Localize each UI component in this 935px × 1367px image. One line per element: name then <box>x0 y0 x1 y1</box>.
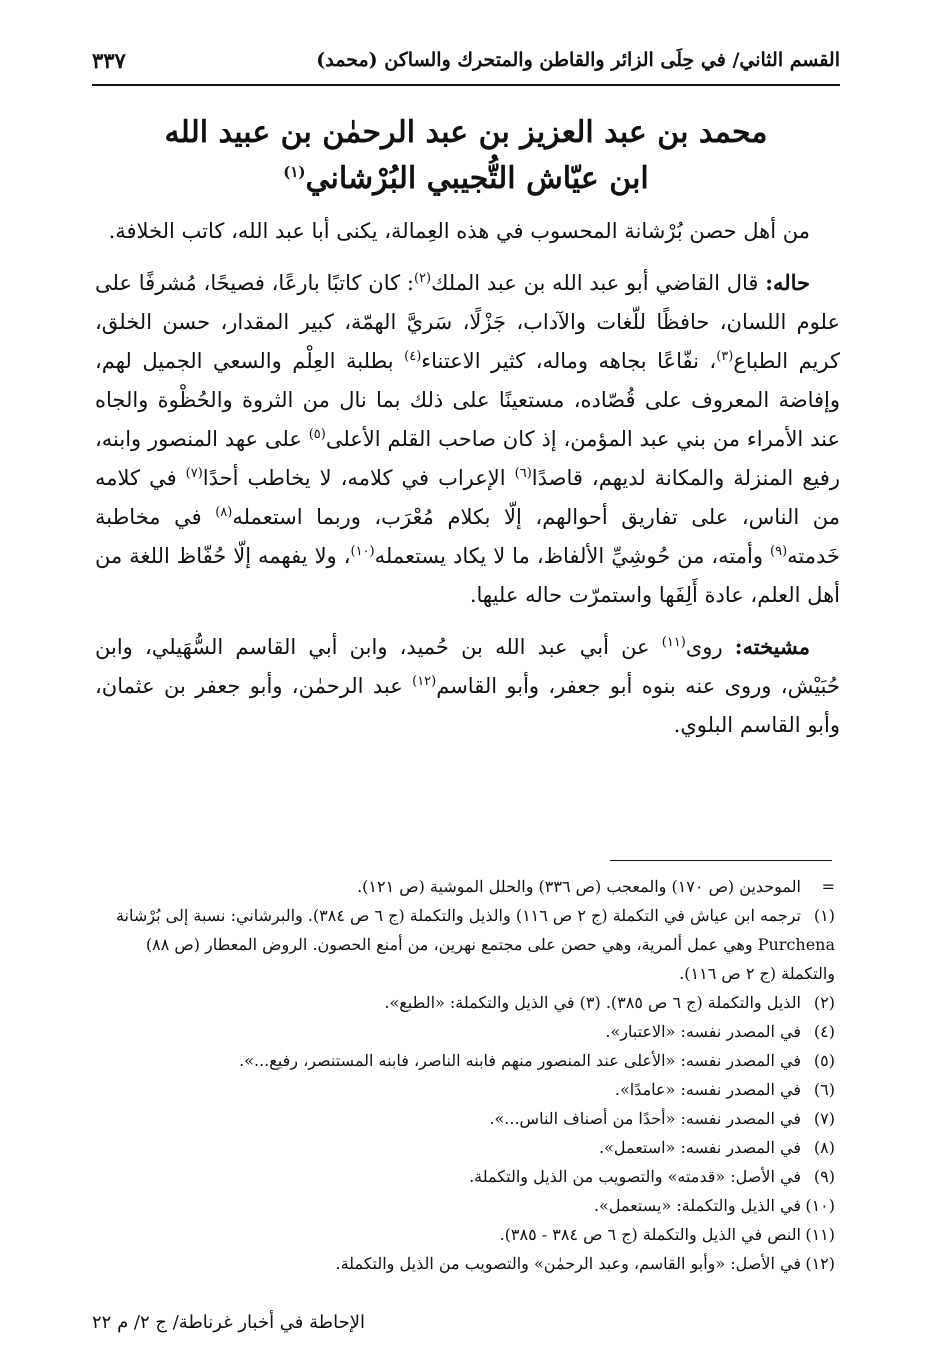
haluh-paragraph <box>95 263 840 615</box>
haluh-text-9: وأمته، من حُوشِيِّ الألفاظ، ما لا يكاد يستعمله <box>374 544 770 568</box>
footnote-ref-5: (٥) <box>308 427 326 442</box>
footnote-ref-7: (٧) <box>185 466 203 481</box>
haluh-text-1: قال القاضي أبو عبد الله بن عبد الملك <box>431 271 766 295</box>
footnote-text: النص في الذيل والتكملة (ج ٦ ص ٣٨٤ - ٣٨٥). <box>499 1225 801 1244</box>
footnote-number: (٥) <box>813 1051 835 1070</box>
haluh-text-6: الإعراب في كلامه، لا يخاطب أحدًا <box>202 466 515 490</box>
footnote-text: ترجمه ابن عياش في التكملة (ج ٢ ص ١١٦) والذيل والتكملة (ج ٦ ص ٣٨٤). والبرشاني: نسبة إلى بُرْشانة Purchena وهي عمل ألمرية، وهي حصن على مجتمع نهرين، من أمنع الحصون. الروض المعطار (ص ٨٨) والتكملة (ج ٢ ص ١١٦). <box>115 906 835 983</box>
footnote-text: في المصدر نفسه: «أحدًا من أصناف الناس...». <box>489 1109 801 1128</box>
haluh-text-4: بطلبة العِلْم والسعي الجميل لهم، وإفاضة المعروف على قُصّاده، مستعينًا على ذلك بما نال من الثروة والحُظْوة والجاه عند الأمراء من بني عبد المؤمن، إذ كان صاحب القلم الأعلى <box>95 349 840 451</box>
footnote-number: (٩) <box>813 1167 835 1186</box>
footnote-continued <box>110 872 835 901</box>
haluh-text-3: ، نفّاعًا بجاهه وماله، كثير الاعتناء <box>421 349 717 373</box>
intro-paragraph: من أهل حصن بُرْشانة المحسوب في هذه العِمالة، يكنى أبا عبد الله، كاتب الخلافة. <box>108 219 810 243</box>
footnotes <box>110 872 835 1278</box>
footnote-ref-2: (٢) <box>413 271 432 286</box>
entry-title-line-2-text: ابن عيّاش التُّجيبي البُرْشاني <box>305 161 649 196</box>
footnote-ref-9: (٩) <box>770 544 788 559</box>
footnote-text: في الأصل: «قدمته» والتصويب من الذيل والتكملة. <box>469 1167 801 1186</box>
footnote-4 <box>110 1017 835 1046</box>
footnote-separator <box>610 860 832 861</box>
footnote-text: في المصدر نفسه: «عامدًا». <box>614 1080 801 1099</box>
footnote-7 <box>110 1104 835 1133</box>
page-number: ٣٣٧ <box>92 47 126 73</box>
footnote-2-3 <box>110 988 835 1017</box>
footnote-5 <box>110 1046 835 1075</box>
haluh-text-2: : كان كاتبًا بارعًا، فصيحًا، مُشرفًا على علوم اللسان، حافظًا للّغات والآداب، جَزْلًا، سَريَّ الهمّة، كبير المقدار، حسن الخلق، كريم الطباع <box>95 271 840 373</box>
footnote-number: = <box>821 877 835 896</box>
running-title: القسم الثاني/ في حِلَى الزائر والقاطن والمتحرك والساكن (محمد) <box>316 49 840 71</box>
footnote-ref-4: (٤) <box>404 349 422 364</box>
mashyakha-text-3: عبد الرحمٰن، وأبو جعفر بن عثمان، وأبو القاسم البلوي. <box>95 674 840 737</box>
footnote-text: في الذيل والتكملة: «يستعمل». <box>593 1196 801 1215</box>
footnote-number: (٨) <box>813 1138 835 1157</box>
footnote-ref-12: (١٢) <box>412 674 437 689</box>
footnote-1 <box>110 901 835 988</box>
footnote-text: في المصدر نفسه: «الاعتبار». <box>605 1022 801 1041</box>
footnote-ref-3: (٣) <box>716 349 734 364</box>
header-rule <box>92 84 840 86</box>
footnote-text: الموحدين (ص ١٧٠) والمعجب (ص ٣٣٦) والحلل الموشية (ص ١٢١). <box>357 877 801 896</box>
footnote-text: في المصدر نفسه: «استعمل». <box>598 1138 801 1157</box>
haluh-text-8: في مخاطبة خَدمته <box>95 505 840 568</box>
footnote-ref-8: (٨) <box>215 505 233 520</box>
entry-title-line-2 <box>92 156 840 202</box>
footnote-text: الذيل والتكملة (ج ٦ ص ٣٨٥). (٣) في الذيل والتكملة: «الطبع». <box>384 993 801 1012</box>
mashyakha-paragraph <box>95 627 840 745</box>
footnote-text: في الأصل: «وأبو القاسم، وعبد الرحمٰن» والتصويب من الذيل والتكملة. <box>335 1254 801 1273</box>
footnote-number: (٢) <box>813 993 835 1012</box>
footnote-ref-10: (١٠) <box>350 544 375 559</box>
mashyakha-text-1: روى <box>685 635 735 659</box>
haluh-text-10: ، ولا يفهمه إلّا حُفّاظ اللغة من أهل العلم، عادة أَلِفَها واستمرّت حاله عليها. <box>95 544 840 607</box>
mashyakha-text-2: عن أبي عبد الله بن حُميد، وابن أبي القاسم السُّهَيلي، وابن حُبَيْش، وروى عنه بنوه أبو جعفر، وأبو القاسم <box>95 635 841 698</box>
entry-title-line-1: محمد بن عبد العزيز بن عبد الرحمٰن بن عبيد الله <box>164 115 768 150</box>
footnote-ref-6: (٦) <box>514 466 532 481</box>
entry-title <box>92 110 840 202</box>
running-header <box>92 40 840 80</box>
footnote-number: (٦) <box>813 1080 835 1099</box>
footnote-10 <box>110 1191 835 1220</box>
footnote-number: (٤) <box>813 1022 835 1041</box>
footnote-ref-1: (١) <box>283 163 306 181</box>
footnote-11 <box>110 1220 835 1249</box>
footnote-8 <box>110 1133 835 1162</box>
footnote-9 <box>110 1162 835 1191</box>
footnote-number: (١) <box>813 906 835 925</box>
haluh-label: حاله: <box>765 270 811 295</box>
footnote-number: (١١) <box>805 1225 835 1244</box>
haluh-text-5: على عهد المنصور وابنه، رفيع المنزلة والمكانة لديهم، قاصدًا <box>95 427 840 490</box>
footnote-number: (١٠) <box>805 1196 835 1215</box>
footnote-number: (٧) <box>813 1109 835 1128</box>
footnote-ref-11: (١١) <box>661 635 686 650</box>
footnote-number: (١٢) <box>805 1254 835 1273</box>
haluh-text-7: في كلامه من الناس، على تفاريق أحوالهم، إلّا بكلام مُعْرَب، وربما استعمله <box>95 466 841 529</box>
body-text <box>95 212 840 757</box>
footnote-text: في المصدر نفسه: «الأعلى عند المنصور منهم فابنه الناصر، فابنه المستنصر، رفيع...». <box>239 1051 801 1070</box>
footnote-6 <box>110 1075 835 1104</box>
mashyakha-label: مشيخته: <box>734 634 810 659</box>
page-footer: الإحاطة في أخبار غرناطة/ ج ٢/ م ٢٢ <box>92 1312 365 1333</box>
footnote-12 <box>110 1249 835 1278</box>
